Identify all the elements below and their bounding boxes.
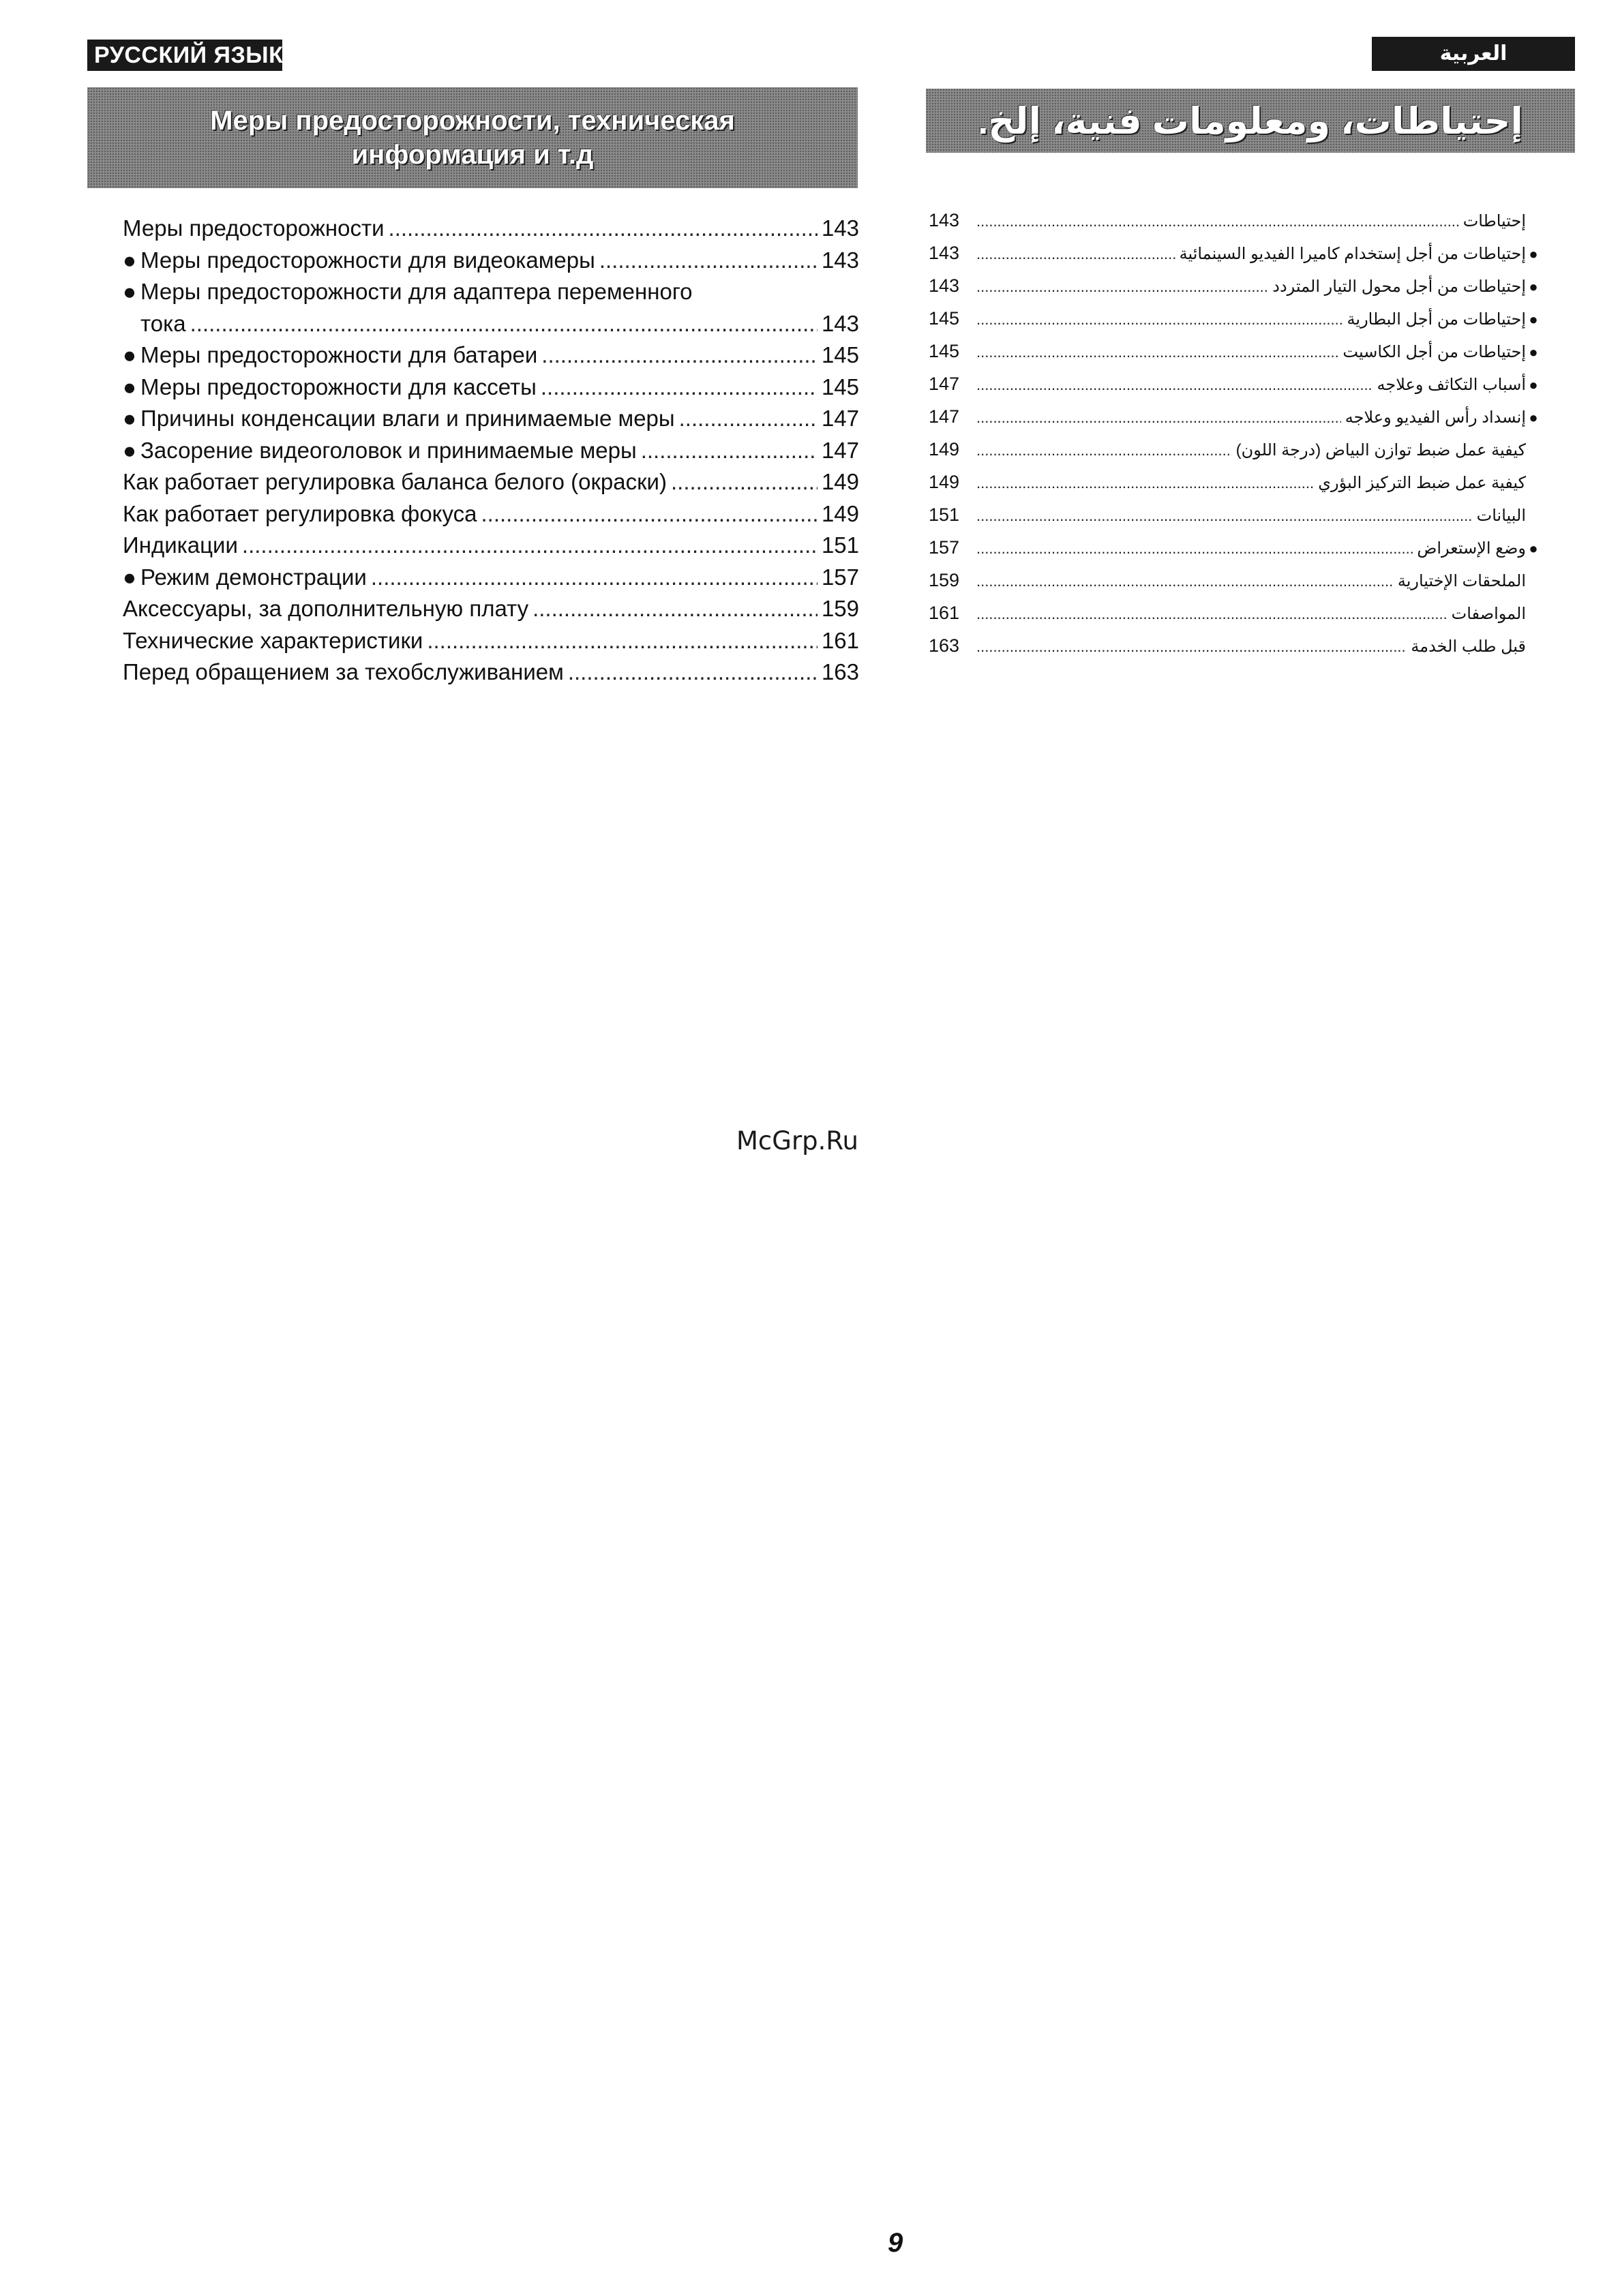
toc-entry-page: 159 xyxy=(929,570,960,590)
bullet-icon: ● xyxy=(1529,311,1538,328)
toc-entry-label: Меры предосторожности xyxy=(123,215,385,241)
bullet-icon: ● xyxy=(1529,278,1538,295)
bullet-icon: ● xyxy=(123,279,136,304)
toc-entry xyxy=(123,213,859,245)
toc-entry-page: 143 xyxy=(929,210,960,230)
toc-entry xyxy=(123,593,859,625)
dot-leader xyxy=(371,562,817,594)
toc-entry-label: الملحقات الإختيارية xyxy=(1397,572,1526,590)
toc-entry xyxy=(123,498,859,530)
toc-entry-label: Как работает регулировка баланса белого (окраски) xyxy=(123,469,667,494)
bullet-icon: ● xyxy=(123,437,136,463)
dot-leader xyxy=(427,625,817,657)
toc-entry xyxy=(123,656,859,689)
dot-leader xyxy=(190,308,817,340)
toc-entry-page: 161 xyxy=(821,627,859,653)
toc-entry xyxy=(123,403,859,435)
toc-entry xyxy=(929,466,1541,499)
toc-entry-page: 149 xyxy=(929,439,960,459)
toc-entry-page: 145 xyxy=(929,308,960,329)
toc-entry-label: Меры предосторожности для батареи xyxy=(140,342,538,367)
dot-leader xyxy=(242,530,817,562)
bullet-icon: ● xyxy=(1529,245,1538,262)
dot-leader xyxy=(976,468,1314,499)
bullet-icon: ● xyxy=(1529,540,1538,557)
toc-entry-page: 151 xyxy=(821,532,859,558)
toc-entry xyxy=(929,564,1541,597)
dot-leader xyxy=(976,239,1175,270)
toc-entry xyxy=(929,368,1541,401)
dot-leader xyxy=(679,403,817,435)
language-tag-russian: РУССКИЙ ЯЗЫК xyxy=(87,40,282,71)
toc-entry xyxy=(929,303,1541,335)
toc-entry-page: 151 xyxy=(929,504,960,525)
toc-entry-label: كيفية عمل ضبط التركيز البؤري xyxy=(1318,474,1526,492)
dot-leader xyxy=(976,599,1448,630)
bullet-icon: ● xyxy=(123,374,136,399)
section-title-russian xyxy=(87,87,858,188)
dot-leader xyxy=(976,566,1394,597)
toc-entry-label: Меры предосторожности для видеокамеры xyxy=(140,247,595,273)
toc-entry-page: 163 xyxy=(929,635,960,656)
toc-entry-page: 143 xyxy=(929,243,960,263)
toc-entry xyxy=(929,335,1541,368)
toc-entry-page: 147 xyxy=(929,374,960,394)
toc-entry-label: Индикации xyxy=(123,532,238,558)
toc-entry xyxy=(929,597,1541,630)
toc-entry-label: إحتياطات xyxy=(1462,212,1526,230)
toc-entry xyxy=(123,435,859,467)
toc-entry xyxy=(929,532,1541,564)
toc-entry xyxy=(123,339,859,372)
toc-entry-label: Аксессуары, за дополнительную плату xyxy=(123,596,529,621)
toc-entry-label: كيفية عمل ضبط توازن البياض (درجة اللون) xyxy=(1235,441,1526,459)
toc-entry-label: أسباب التكاثف وعلاجه xyxy=(1377,376,1526,394)
dot-leader xyxy=(976,304,1343,335)
bullet-icon: ● xyxy=(1529,376,1538,393)
toc-entry-label: Причины конденсации влаги и принимаемые меры xyxy=(140,406,675,431)
toc-entry-page: 145 xyxy=(821,374,859,399)
toc-entry-label: Засорение видеоголовок и принимаемые меры xyxy=(140,437,637,463)
toc-entry-page: 157 xyxy=(821,564,859,590)
toc-entry-page: 147 xyxy=(821,437,859,463)
section-title-arabic xyxy=(926,89,1575,153)
toc-entry-line xyxy=(123,308,859,340)
toc-entry-page: 143 xyxy=(821,247,859,273)
dot-leader xyxy=(481,498,817,530)
toc-entry-page: 161 xyxy=(929,603,960,623)
bullet-icon: ● xyxy=(123,406,136,431)
watermark-text: McGrp.Ru xyxy=(736,1126,858,1155)
toc-arabic xyxy=(929,205,1541,663)
toc-entry xyxy=(123,562,859,594)
toc-entry xyxy=(929,499,1541,532)
toc-entry-page: 149 xyxy=(929,472,960,492)
dot-leader xyxy=(976,402,1341,434)
toc-entry-page: 143 xyxy=(821,215,859,241)
toc-entry xyxy=(123,245,859,277)
toc-entry-label: إحتياطات من أجل البطارية xyxy=(1347,310,1526,329)
dot-leader xyxy=(976,435,1232,466)
toc-entry xyxy=(123,530,859,562)
dot-leader xyxy=(599,245,817,277)
dot-leader xyxy=(541,339,817,372)
dot-leader xyxy=(671,466,817,498)
toc-entry-page: 157 xyxy=(929,537,960,558)
dot-leader xyxy=(976,206,1459,237)
dot-leader xyxy=(976,369,1372,401)
toc-entry-label: قبل طلب الخدمة xyxy=(1411,637,1526,656)
toc-entry-label: إنسداد رأس الفيديو وعلاجه xyxy=(1345,408,1526,427)
toc-entry-label: إحتياطات من أجل محول التيار المتردد xyxy=(1272,277,1526,296)
dot-leader xyxy=(976,631,1407,663)
toc-entry-page: 147 xyxy=(821,406,859,431)
dot-leader xyxy=(568,656,817,689)
toc-entry xyxy=(929,630,1541,663)
toc-entry-label: إحتياطات من أجل إستخدام كاميرا الفيديو السينمائية xyxy=(1179,245,1526,263)
section-title-arabic-text: إحتياطات، ومعلومات فنية، إلخ. xyxy=(978,100,1523,142)
toc-entry-label: وضع الإستعراض xyxy=(1417,539,1526,558)
toc-entry-page: 143 xyxy=(821,310,859,336)
toc-entry-page: 145 xyxy=(929,341,960,361)
dot-leader xyxy=(976,271,1268,303)
bullet-icon: ● xyxy=(1529,344,1538,361)
bullet-icon: ● xyxy=(123,247,136,273)
toc-entry-page: 149 xyxy=(821,500,859,526)
dot-leader xyxy=(532,593,817,625)
toc-entry-label: Меры предосторожности для адаптера переменного xyxy=(140,279,693,304)
section-title-russian-text: Меры предосторожности, техническая информация и т.д xyxy=(210,106,735,170)
toc-entry-page: 149 xyxy=(821,469,859,494)
toc-entry xyxy=(123,276,859,339)
toc-entry-line xyxy=(123,276,859,308)
toc-entry xyxy=(929,401,1541,434)
toc-entry-page: 147 xyxy=(929,406,960,427)
toc-entry-page: 143 xyxy=(929,275,960,296)
toc-entry-label: Меры предосторожности для кассеты xyxy=(140,374,537,399)
dot-leader xyxy=(976,533,1413,564)
dot-leader xyxy=(976,500,1473,532)
toc-entry-label: Технические характеристики xyxy=(123,627,423,653)
toc-entry-page: 145 xyxy=(821,342,859,367)
dot-leader xyxy=(641,435,817,467)
toc-entry xyxy=(929,434,1541,466)
toc-entry-page: 159 xyxy=(821,596,859,621)
toc-entry xyxy=(123,372,859,404)
dot-leader xyxy=(541,372,817,404)
toc-entry-page: 163 xyxy=(821,659,859,684)
toc-entry-label: المواصفات xyxy=(1451,605,1526,623)
toc-russian xyxy=(123,213,859,689)
dot-leader xyxy=(389,213,817,245)
toc-entry-label: البيانات xyxy=(1476,507,1526,525)
toc-entry-label: Перед обращением за техобслуживанием xyxy=(123,659,564,684)
bullet-icon: ● xyxy=(1529,409,1538,426)
toc-entry-label: إحتياطات من أجل الكاسيت xyxy=(1342,343,1526,361)
toc-entry xyxy=(123,625,859,657)
bullet-icon: ● xyxy=(123,564,136,590)
toc-entry xyxy=(929,270,1541,303)
language-tag-arabic: العربية xyxy=(1372,37,1575,71)
toc-entry-label: Режим демонстрации xyxy=(140,564,367,590)
toc-entry xyxy=(929,205,1541,237)
toc-entry-label: тока xyxy=(140,310,186,336)
toc-entry xyxy=(929,237,1541,270)
bullet-icon: ● xyxy=(123,342,136,367)
page-number: 9 xyxy=(888,2228,903,2258)
toc-entry xyxy=(123,466,859,498)
dot-leader xyxy=(976,337,1338,368)
toc-entry-label: Как работает регулировка фокуса xyxy=(123,500,477,526)
